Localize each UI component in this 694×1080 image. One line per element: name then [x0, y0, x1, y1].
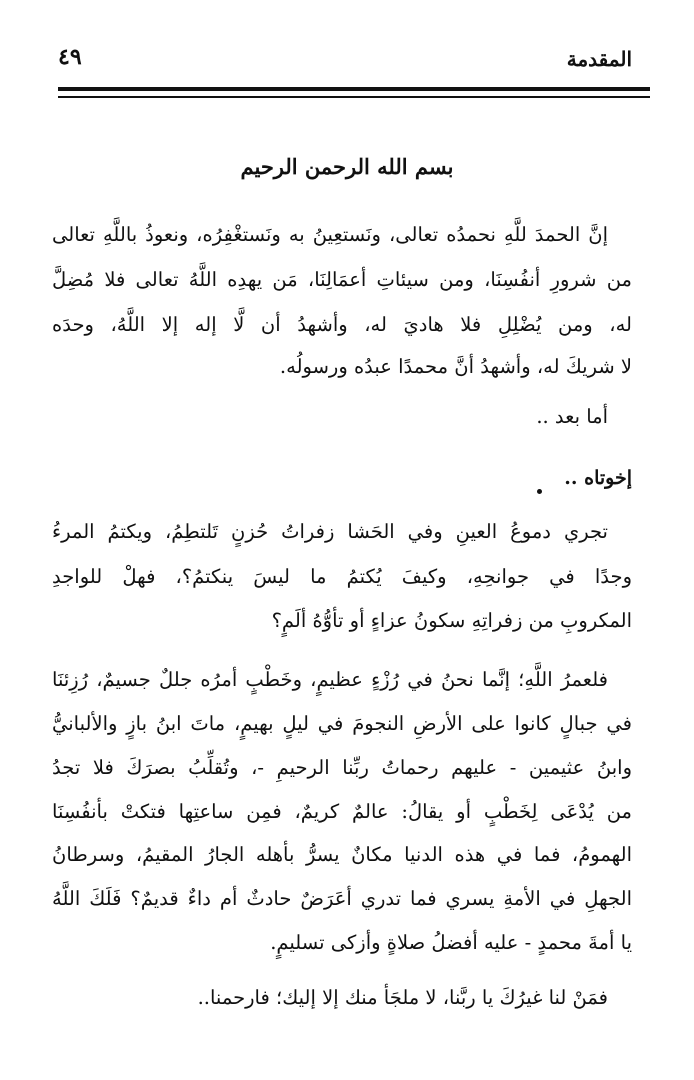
closing-line: فمَنْ لنا غيرُكَ يا ربَّنا، لا ملجَأ منك إلا إليك؛ فارحمنا..	[197, 986, 608, 1009]
running-head: المقدمة	[566, 47, 632, 71]
para2-line: في جبالٍ كانوا على الأرضِ النجومَ في ليلٍ بهيمٍ، ماتَ ابنُ بازٍ والألبانيُّ	[52, 712, 632, 735]
para2-line: من يُدْعَى لِخَطْبٍ أو يقالُ: عالمٌ كريمٌ، فمِن ساعتِها فتكتْ بأنفُسِنَا	[52, 800, 632, 823]
para2-line: الهمومُ، فما في هذه الدنيا مكانٌ يسرُّ بأهله الجارُ المقيمُ، وسرطانُ	[52, 843, 632, 866]
para2-line: وابنُ عثيمين - عليهم رحماتُ ربِّنا الرحيمِ -، وتُقلِّبُ بصرَكَ فلا تجدُ	[52, 756, 632, 779]
header-rule-thin	[58, 96, 650, 98]
para1-line: تجري دموعُ العينِ وفي الحَشا زفراتُ حُزنٍ تَلتطِمُ، ويكتمُ المرءُ	[52, 520, 608, 543]
intro-line: من شرورِ أنفُسِنَا، ومن سيئاتِ أعمَالِنَا، مَن يهدِه اللَّهُ تعالى فلا مُضِلَّ	[52, 268, 632, 291]
section-title: إخوتاه ..	[564, 467, 632, 489]
intro-line: إنَّ الحمدَ للَّهِ نحمدُه تعالى، ونَستعِينُ به ونَستغْفِرُه، ونعوذُ باللَّهِ تعالى	[52, 223, 608, 246]
para1-line: المكروبِ من زفراتِهِ سكونُ عزاءٍ أو تأوُّهُ ألَمٍ؟	[271, 609, 632, 632]
ornament-dot	[537, 489, 542, 494]
header-rule-thick	[58, 87, 650, 91]
page-number: ٤٩	[58, 44, 82, 70]
para2-line: فلعمرُ اللَّهِ؛ إنَّما نحنُ في رُزْءٍ عظيمٍ، وخَطْبٍ أمرُه جللٌ جسيمٌ، رُزِئنَا	[52, 668, 608, 691]
para1-line: وجدًا في جوانحِهِ، وكيفَ يُكتمُ ما ليسَ ينكتمُ؟، فهلْ للواجدِ	[52, 565, 632, 588]
amma-baad: أما بعد ..	[536, 405, 608, 428]
intro-line: لا شريكَ له، وأشهدُ أنَّ محمدًا عبدُه ورسولُه.	[279, 355, 632, 378]
basmala-heading: بسم الله الرحمن الرحيم	[240, 154, 454, 179]
para2-line: يا أمةَ محمدٍ - عليه أفضلُ صلاةٍ وأزكى تسليمٍ.	[270, 931, 632, 954]
intro-line: له، ومن يُضْلِلِ فلا هاديَ له، وأشهدُ أن لَّا إله إلا اللَّهُ، وحدَه	[52, 313, 632, 336]
para2-line: الجهلِ في الأمةِ يسري فما تدري أعَرَضٌ حادثٌ أم داءٌ قديمٌ؟ فَلَكَ اللَّهُ	[52, 887, 632, 910]
